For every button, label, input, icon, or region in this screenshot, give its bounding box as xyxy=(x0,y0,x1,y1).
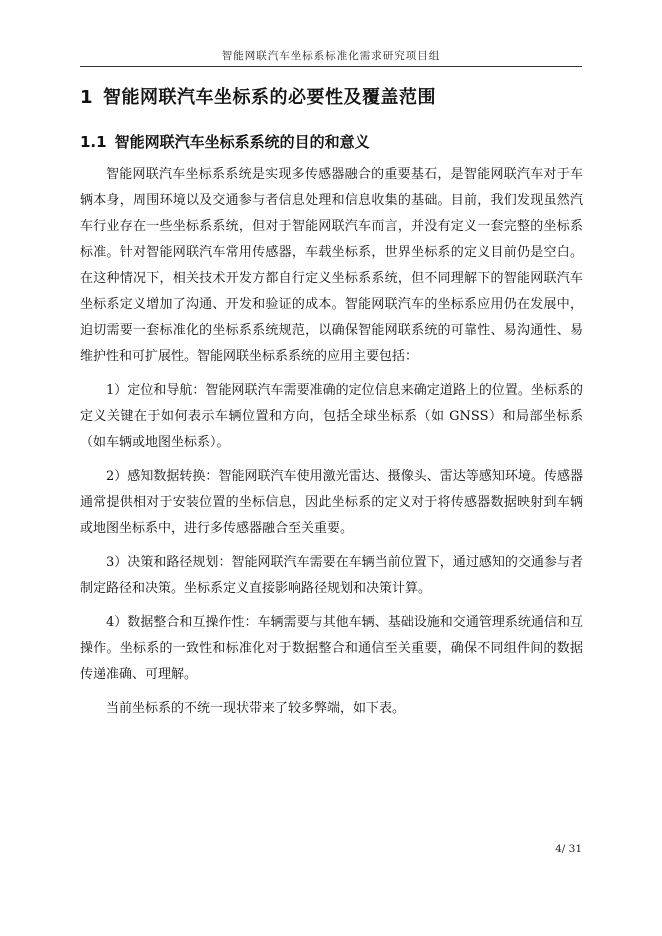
running-header: 智能网联汽车坐标系标准化需求研究项目组 xyxy=(221,50,441,62)
subsection-title: 智能网联汽车坐标系系统的目的和意义 xyxy=(114,133,370,151)
subsection-heading xyxy=(80,130,583,154)
body-paragraph-intro: 智能网联汽车坐标系系统是实现多传感器融合的重要基石，是智能网联汽车对于车辆本身，周围环境以及交通参与者信息处理和信息收集的基础。目前，我们发现虽然汽车行业存在一些坐标系系统，但对于智能网联汽车而言，并没有定义一套完整的坐标系标准。针对智能网联汽车常用传感器，车载坐标系，世界坐标系的定义目前仍是空白。在这种情况下，相关技术开发方都自行定义坐标系系统，但不同理解下的智能网联汽车坐标系定义增加了沟通、开发和验证的成本。智能网联汽车的坐标系应用仍在发展中，迫切需要一套标准化的坐标系系统规范，以确保智能网联系统的可靠性、易沟通性、易维护性和可扩展性。智能网联坐标系系统的应用主要包括： xyxy=(80,167,583,364)
body-paragraph-closing: 当前坐标系的不统一现状带来了较多弊端，如下表。 xyxy=(106,701,406,716)
body-paragraph-item-3: 3）决策和路径规划：智能网联汽车需要在车辆当前位置下，通过感知的交通参与者制定路径和决策。坐标系定义直接影响路径规划和决策计算。 xyxy=(80,555,583,596)
body-paragraph-item-2: 2）感知数据转换：智能网联汽车使用激光雷达、摄像头、雷达等感知环境。传感器通常提供相对于安装位置的坐标信息，因此坐标系的定义对于将传感器数据映射到车辆或地图坐标系中，进行多传感器融合至关重要。 xyxy=(80,469,583,536)
subsection-number: 1.1 xyxy=(80,133,107,151)
header-divider xyxy=(80,66,582,67)
section-heading xyxy=(80,84,583,112)
page-content xyxy=(80,84,583,730)
section-number: 1 xyxy=(80,87,94,108)
page-number: 4/ 31 xyxy=(555,843,582,855)
section-title: 智能网联汽车坐标系的必要性及覆盖范围 xyxy=(103,87,437,108)
body-paragraph-item-4: 4）数据整合和互操作性：车辆需要与其他车辆、基础设施和交通管理系统通信和互操作。坐标系的一致性和标准化对于数据整合和通信至关重要，确保不同组件间的数据传递准确、可理解。 xyxy=(80,615,583,682)
body-paragraph-item-1: 1）定位和导航：智能网联汽车需要准确的定位信息来确定道路上的位置。坐标系的定义关键在于如何表示车辆位置和方向，包括全球坐标系（如 GNSS）和局部坐标系（如车辆或地图坐标系）。 xyxy=(80,383,583,450)
